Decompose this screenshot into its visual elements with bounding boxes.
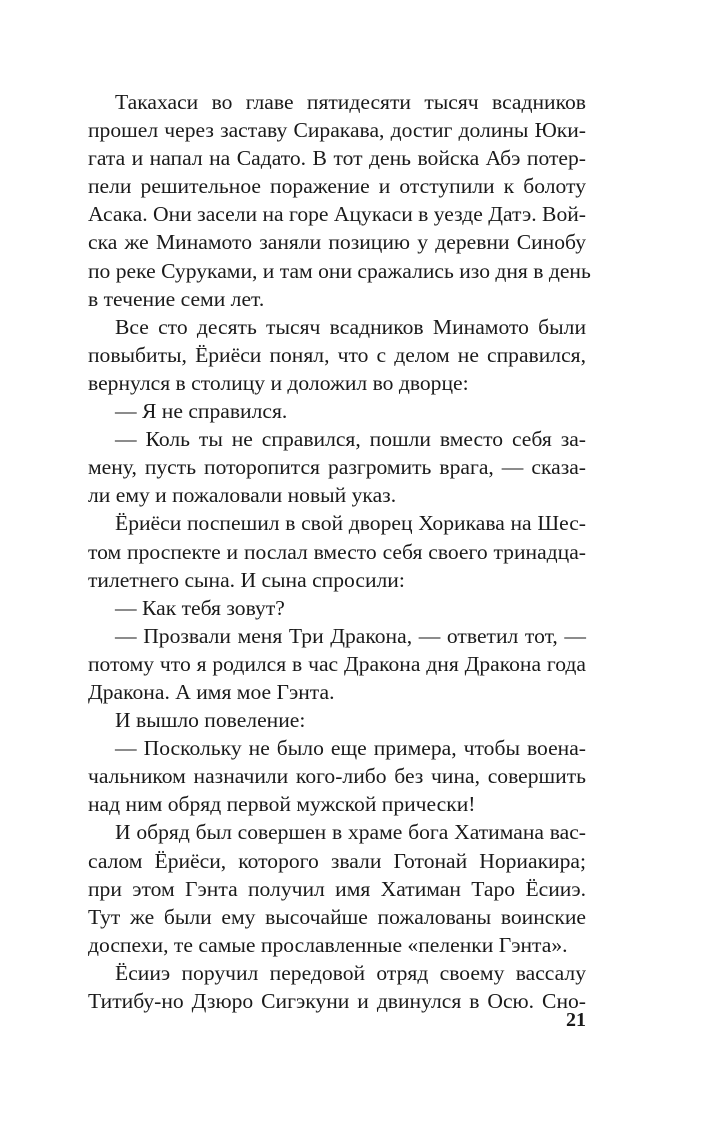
text-line: — Коль ты не справился, пошли вместо себя за- <box>115 427 586 452</box>
text-line: при этом Гэнта получил имя Хатиман Таро Ёсииэ. <box>88 876 586 901</box>
paragraph <box>88 509 586 593</box>
text-line: ска же Минамото заняли позицию у деревни Синобу <box>88 230 586 255</box>
body-text <box>88 88 591 1015</box>
paragraph <box>88 959 586 1015</box>
text-line: чальником назначили кого-либо без чина, совершить <box>88 764 586 789</box>
text-line: мену, пусть поторопится разгромить врага, — сказа- <box>88 455 586 480</box>
text-line: Тут же были ему высочайше пожалованы воинские <box>88 904 586 929</box>
text-line: в течение семи лет. <box>88 286 265 311</box>
text-line: — Я не справился. <box>115 399 288 424</box>
text-line: Ёриёси поспешил в свой дворец Хорикава на Шес- <box>115 511 586 536</box>
paragraph <box>88 397 586 425</box>
text-line: прошел через заставу Сиракава, достиг долины Юки- <box>88 118 586 143</box>
text-line: повыбиты, Ёриёси понял, что с делом не справился, <box>88 342 586 367</box>
text-line: том проспекте и послал вместо себя своего тринадца- <box>88 539 586 564</box>
text-line: гата и напал на Садато. В тот день войска Абэ потер- <box>88 146 586 171</box>
paragraph <box>88 88 591 313</box>
text-line: над ним обряд первой мужской прически! <box>88 792 476 817</box>
text-line: Дракона. А имя мое Гэнта. <box>88 679 335 704</box>
text-line: доспехи, те самые прославленные «пеленки Гэнта». <box>88 932 568 957</box>
paragraph <box>88 594 586 622</box>
text-line: Асака. Они засели на горе Ацукаси в уезде Датэ. Вой- <box>88 202 586 227</box>
paragraph <box>88 734 586 818</box>
text-line: — Прозвали меня Три Дракона, — ответил тот, — <box>115 623 586 648</box>
text-line: Ёсииэ поручил передовой отряд своему вассалу <box>115 960 586 985</box>
text-line: пели решительное поражение и отступили к болоту <box>88 174 586 199</box>
text-line: — Поскольку не было еще примера, чтобы воена- <box>115 736 586 761</box>
text-line: ли ему и пожаловали новый указ. <box>88 483 397 508</box>
text-line: Такахаси во главе пятидесяти тысяч всадников <box>115 90 586 114</box>
paragraph <box>88 706 586 734</box>
paragraph <box>88 425 586 509</box>
text-line: потому что я родился в час Дракона дня Дракона года <box>88 651 586 676</box>
text-line: вернулся в столицу и доложил во дворце: <box>88 370 469 395</box>
text-line: Титибу-но Дзюро Сигэкуни и двинулся в Осю. Сно- <box>88 989 586 1013</box>
text-line: И обряд был совершен в храме бога Хатимана вас- <box>115 820 586 845</box>
text-line: по реке Суруками, и там они сражались изо дня в день <box>88 258 591 283</box>
paragraph <box>88 818 586 958</box>
text-line: салом Ёриёси, которого звали Готонай Нориакира; <box>88 848 586 873</box>
page-number: 21 <box>566 1009 586 1031</box>
paragraph <box>88 313 586 397</box>
text-line: Все сто десять тысяч всадников Минамото были <box>115 314 586 339</box>
text-line: — Как тебя зовут? <box>115 595 285 620</box>
text-line: тилетнего сына. И сына спросили: <box>88 567 405 592</box>
text-line: И вышло повеление: <box>115 708 306 733</box>
paragraph <box>88 622 586 706</box>
